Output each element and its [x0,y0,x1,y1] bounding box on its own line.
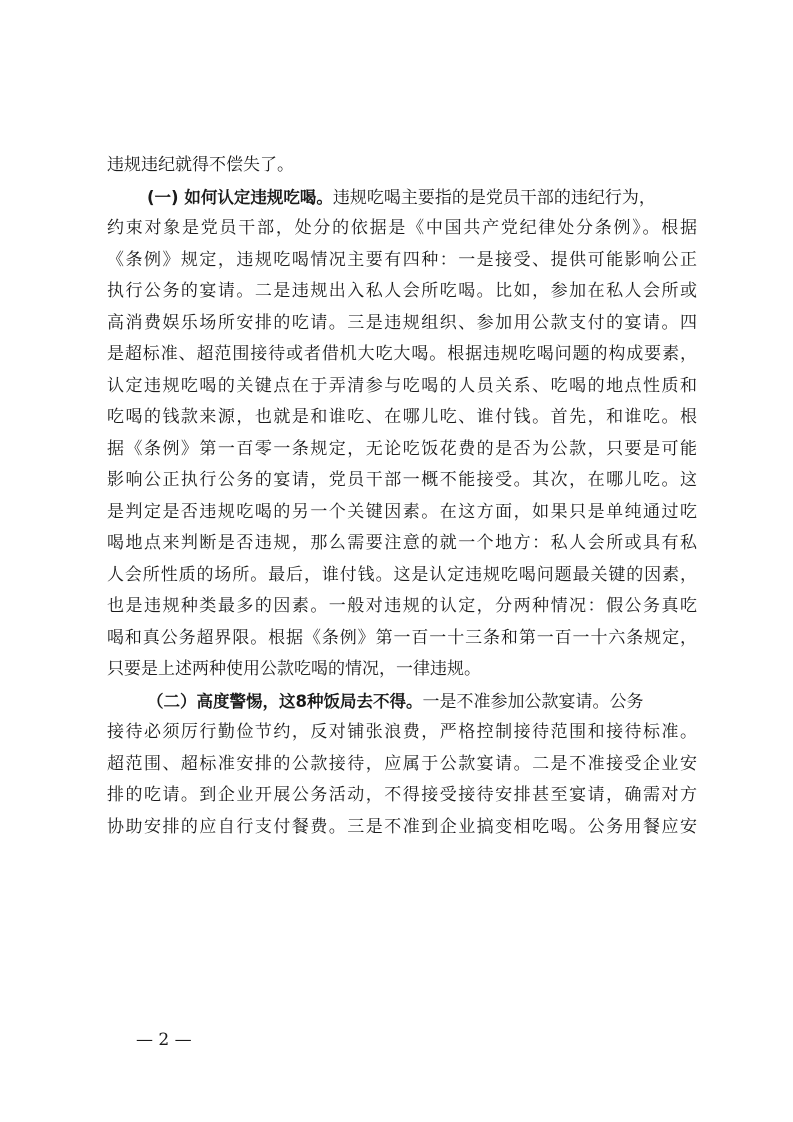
paragraph-line [107,686,697,718]
paragraph-text: 一是不准参加公款宴请。公务 [422,691,644,712]
paragraph-line: 据《条例》第一百零一条规定，无论吃饭花费的是否为公款，只要是可能 [107,438,697,459]
paragraph-line: 认定违规吃喝的关键点在于弄清参与吃喝的人员关系、吃喝的地点性质和 [107,375,697,396]
paragraph-line: 只要是上述两种使用公款吃喝的情况，一律违规。 [107,659,481,679]
paragraph-line: 违规违纪就得不偿失了。 [107,155,294,175]
paragraph-text: 违规吃喝主要指的是党员干部的违纪行为， [332,187,656,208]
paragraph-line: 高消费娱乐场所安排的吃请。三是违规组织、参加用公款支付的宴请。四 [107,312,697,333]
paragraph-line: 约束对象是党员干部，处分的依据是《中国共产党纪律处分条例》。根据 [107,218,697,238]
paragraph-line: 协助安排的应自行支付餐费。三是不准到企业搞变相吃喝。公务用餐应安 [107,816,697,837]
paragraph-line: 喝和真公务超界限。根据《条例》第一百一十三条和第一百一十六条规定， [107,627,697,648]
section-heading-2: （二）高度警惕，这8种饭局去不得。 [147,691,423,711]
paragraph-line: 吃喝的钱款来源，也就是和谁吃、在哪儿吃、谁付钱。首先，和谁吃。根 [107,407,697,427]
paragraph-line: 也是违规种类最多的因素。一般对违规的认定，分两种情况：假公务真吃 [107,596,697,616]
paragraph-line: 是判定是否违规吃喝的另一个关键因素。在这方面，如果只是单纯通过吃 [107,501,697,522]
body-text [107,150,697,843]
paragraph-line: 喝地点来判断是否违规，那么需要注意的就一个地方：私人会所或具有私 [107,533,697,553]
page-number: — 2 — [136,1030,192,1050]
paragraph-line: 接待必须厉行勤俭节约，反对铺张浪费，严格控制接待范围和接待标准。 [107,722,697,742]
paragraph-line: 排的吃请。到企业开展公务活动，不得接受接待安排甚至宴请，确需对方 [107,785,697,805]
paragraph-line: 《条例》规定，违规吃喝情况主要有四种：一是接受、提供可能影响公正 [107,249,697,270]
paragraph-line: 影响公正执行公务的宴请，党员干部一概不能接受。其次，在哪儿吃。这 [107,470,697,490]
paragraph-line [107,182,697,214]
paragraph-line: 超范围、超标准安排的公款接待，应属于公款宴请。二是不准接受企业安 [107,753,697,774]
paragraph-line: 人会所性质的场所。最后，谁付钱。这是认定违规吃喝问题最关键的因素， [107,564,697,585]
section-heading-1: (一) 如何认定违规吃喝。 [147,187,333,207]
paragraph-line: 是超标准、超范围接待或者借机大吃大喝。根据违规吃喝问题的构成要素， [107,344,697,364]
paragraph-line: 执行公务的宴请。二是违规出入私人会所吃喝。比如，参加在私人会所或 [107,281,697,301]
